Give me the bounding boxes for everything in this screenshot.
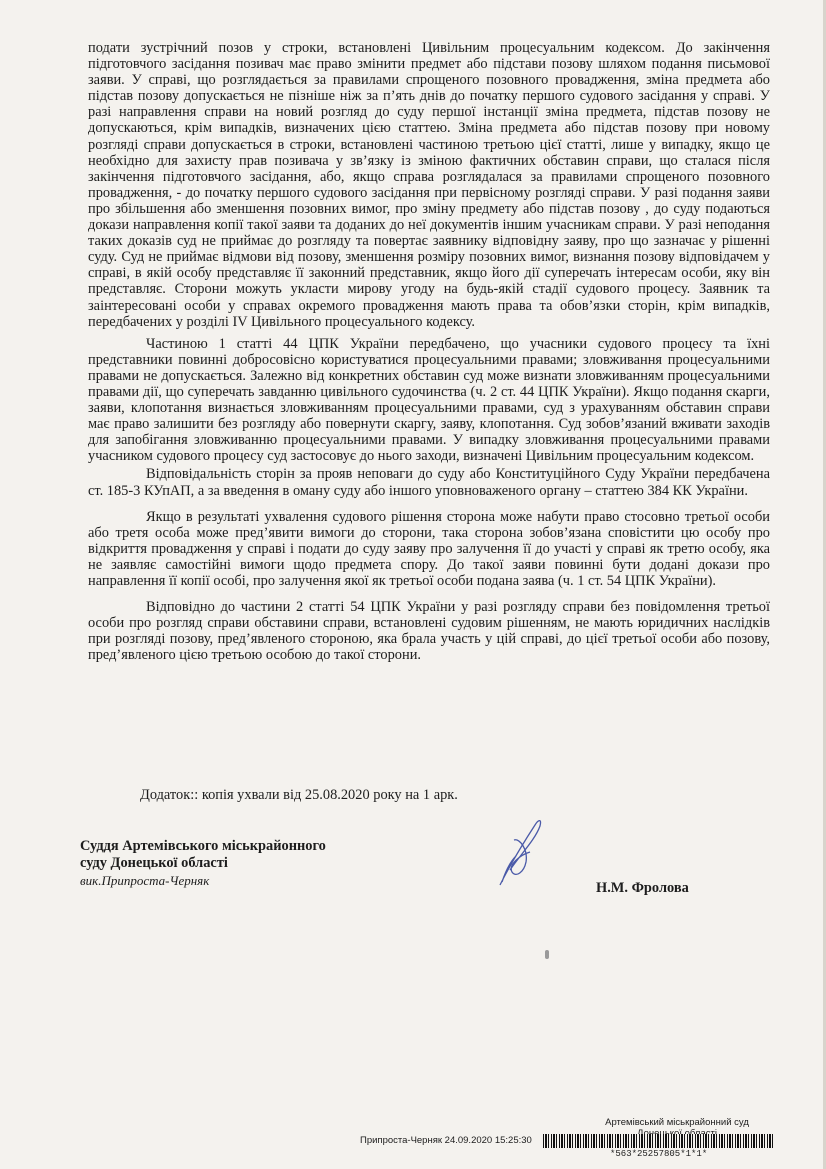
scan-speck	[545, 950, 549, 959]
paragraph-liability: Відповідальність сторін за прояв неповаги до суду або Конституційного Суду України передбачена ст. 185-3 КУпАП, а за введення в оману суду або іншого уповноваженого органу – статтею 384 КК України.	[88, 466, 770, 499]
court-stamp-line1: Артемівський міськрайонний суд	[605, 1117, 749, 1128]
paragraph-article-44: Частиною 1 статті 44 ЦПК України передбачено, що учасники судового процесу та їхні представники повинні добросовісно користуватися процесуальними правами; зловживання процесуальними правами не допускається. Залежно від конкретних обставин суд може визнати зловживанням процесуальними правами дії, що суперечать завданню цивільного судочинства (ч. 2 ст. 44 ЦПК України). Якщо подання скарги, заяви, клопотання визнається зловживанням процесуальними правами, суд з урахуванням обставин справи має право залишити без розгляду або повернути скаргу, заяву, клопотання. Суд зобов’язаний вживати заходів для запобігання зловживанню процесуальними правами. У випадку зловживання процесуальними правами учасником судового процесу суд застосовує до нього заходи, визначені Цивільним процесуальним кодексом.	[88, 335, 770, 465]
paragraph-third-party: Якщо в результаті ухвалення судового рішення сторона може набути право стосовно третьої особи або третя особа може пред’явити вимоги до сторони, така сторона зобов’язана сповістити цю особу про відкриття провадження у справі і подати до суду заяву про залучення її до участі у справі як третю особу, яка не заявляє самостійні вимоги щодо предмета спору. До такої заяви повинні бути додані докази про направлення її копії особі, про залучення якої як третьої особи подана заява (ч. 1 ст. 54 ЦПК України).	[88, 508, 770, 589]
registration-line: Припроста-Черняк 24.09.2020 15:25:30	[360, 1135, 532, 1146]
paragraph-article-54: Відповідно до частини 2 статті 54 ЦПК України у разі розгляду справи без повідомлення третьої особи про розгляд справи обставини справи, встановлені судовим рішенням, не мають юридичних наслідків при розгляді позову, пред’явленого стороною, яка брала участь у цій справі, до цієї третьої особи або позову, пред’явленого цією третьою особою до такої сторони.	[88, 599, 770, 664]
paragraph-claim-changes: подати зустрічний позов у строки, встановлені Цивільним процесуальним кодексом. До закінчення підготовчого засідання позивач має право змінити предмет або підстави позову шляхом подання письмової заяви. У справі, що розглядається за правилами спрощеного позовного провадження, зміна предмета або підстав позову допускається не пізніше ніж за п’ять днів до початку першого судового засідання у справі. У разі направлення справи на новий розгляд до суду першої інстанції зміна предмета, підстав позову не допускаються, крім випадків, визначених цією статтею. Зміна предмета або підстав позову при новому розгляді справи допускається в строки, встановлені частиною третьою цієї статті, лише у випадку, якщо це необхідно для захисту прав позивача у зв’язку із зміною фактичних обставин справи, що сталася після закінчення підготовчого засідання, або, якщо справа розглядалася за правилами спрощеного позовного провадження, - до початку першого судового засідання при первісному розгляді справи. У разі подання заяви про збільшення або зменшення позовних вимог, про зміну предмету або підстав позову , до суду подаються докази направлення копії такої заяви та доданих до неї документів іншим учасникам справи. У разі неподання таких доказів суд не приймає до розгляду та повертає заявнику відповідну заяву, про що зазначає у рішенні суду. Суд не приймає відмови від позову, зменшення розміру позовних вимог, визнання позову відповідачем у справі, в якій особу представляє її законний представник, якщо його дії суперечать інтересам особи, яку він представляє. Сторони можуть укласти мирову угоду на будь-якій стадії судового процесу. Заявник та заінтересовані особи у справах окремого провадження мають права та обов’язки сторін, крім випадків, передбачених у розділі IV Цивільного процесуального кодексу.	[88, 40, 770, 330]
document-body	[88, 40, 770, 663]
annex-note: Додаток:: копія ухвали від 25.08.2020 року на 1 арк.	[140, 787, 458, 803]
barcode-number: *563*25257805*1*1*	[610, 1149, 708, 1159]
judge-title-line1: Суддя Артемівського міськрайонного	[80, 838, 326, 854]
judge-block	[80, 838, 326, 889]
signature-image	[480, 810, 570, 890]
judge-title-line2: суду Донецької області	[80, 855, 228, 871]
executor-note: вик.Припроста-Черняк	[80, 873, 210, 888]
judge-name: Н.М. Фролова	[596, 880, 689, 896]
barcode	[543, 1134, 775, 1148]
